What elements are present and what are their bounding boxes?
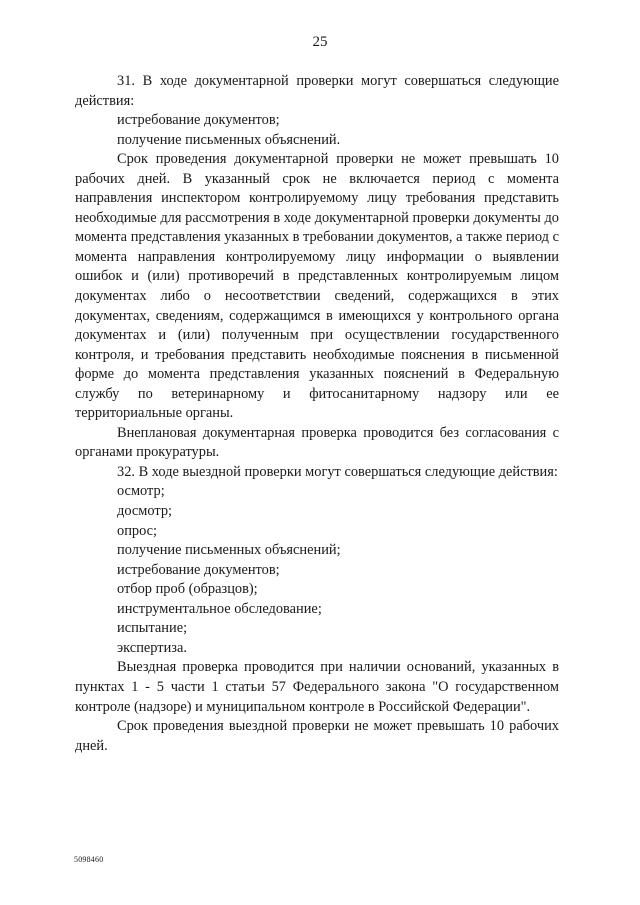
- page-number: 25: [312, 34, 328, 50]
- list-item: опрос;: [117, 522, 158, 539]
- list-item: осмотр;: [117, 483, 165, 500]
- list-item: отбор проб (образцов);: [117, 581, 258, 598]
- list-item: досмотр;: [117, 503, 173, 520]
- paragraph-unscheduled: Внеплановая документарная проверка проводится без согласования с органами прокуратуры.: [75, 424, 559, 461]
- paragraph-onsite-grounds: Выездная проверка проводится при наличии оснований, указанных в пунктах 1 - 5 части 1 статьи 57 Федерального закона "О государственном контроле (надзоре) и муниципальном контроле в Российской Федерации".: [75, 659, 559, 715]
- document-body: [75, 72, 559, 756]
- document-code: 5098460: [74, 855, 104, 864]
- paragraph-32-intro: 32. В ходе выездной проверки могут совершаться следующие действия:: [117, 463, 558, 480]
- list-item: получение письменных объяснений.: [117, 131, 341, 148]
- list-item: инструментальное обследование;: [117, 600, 322, 617]
- list-item: получение письменных объяснений;: [117, 542, 341, 559]
- list-item: испытание;: [117, 620, 188, 637]
- paragraph-31-intro: 31. В ходе документарной проверки могут совершаться следующие действия:: [75, 73, 559, 109]
- paragraph-onsite-term: Срок проведения выездной проверки не может превышать 10 рабочих дней.: [75, 718, 559, 754]
- list-item: экспертиза.: [117, 639, 187, 656]
- paragraph-documentary-term: Срок проведения документарной проверки не может превышать 10 рабочих дней. В указанный срок не включается период с момента направления инспектором контролируемому лицу требования представить необходимые для рассмотрения в ходе документарной проверки документы до момента представления указанных в требовании документов, а также период с момента направления контролируемому лицу информации о выявлении ошибок и (или) противоречий в представленных контролируемым лицом документах либо о несоответствии сведений, содержащихся в этих документах, сведениям, содержащимся в имеющихся у контрольного органа документах и (или) полученным при осуществлении государственного контроля, и требования представить необходимые пояснения в письменной форме до момента представления указанных пояснений в Федеральную службу по ветеринарному и фитосанитарному надзору или ее территориальные органы.: [75, 151, 559, 422]
- list-item: истребование документов;: [117, 112, 280, 129]
- list-item: истребование документов;: [117, 561, 280, 578]
